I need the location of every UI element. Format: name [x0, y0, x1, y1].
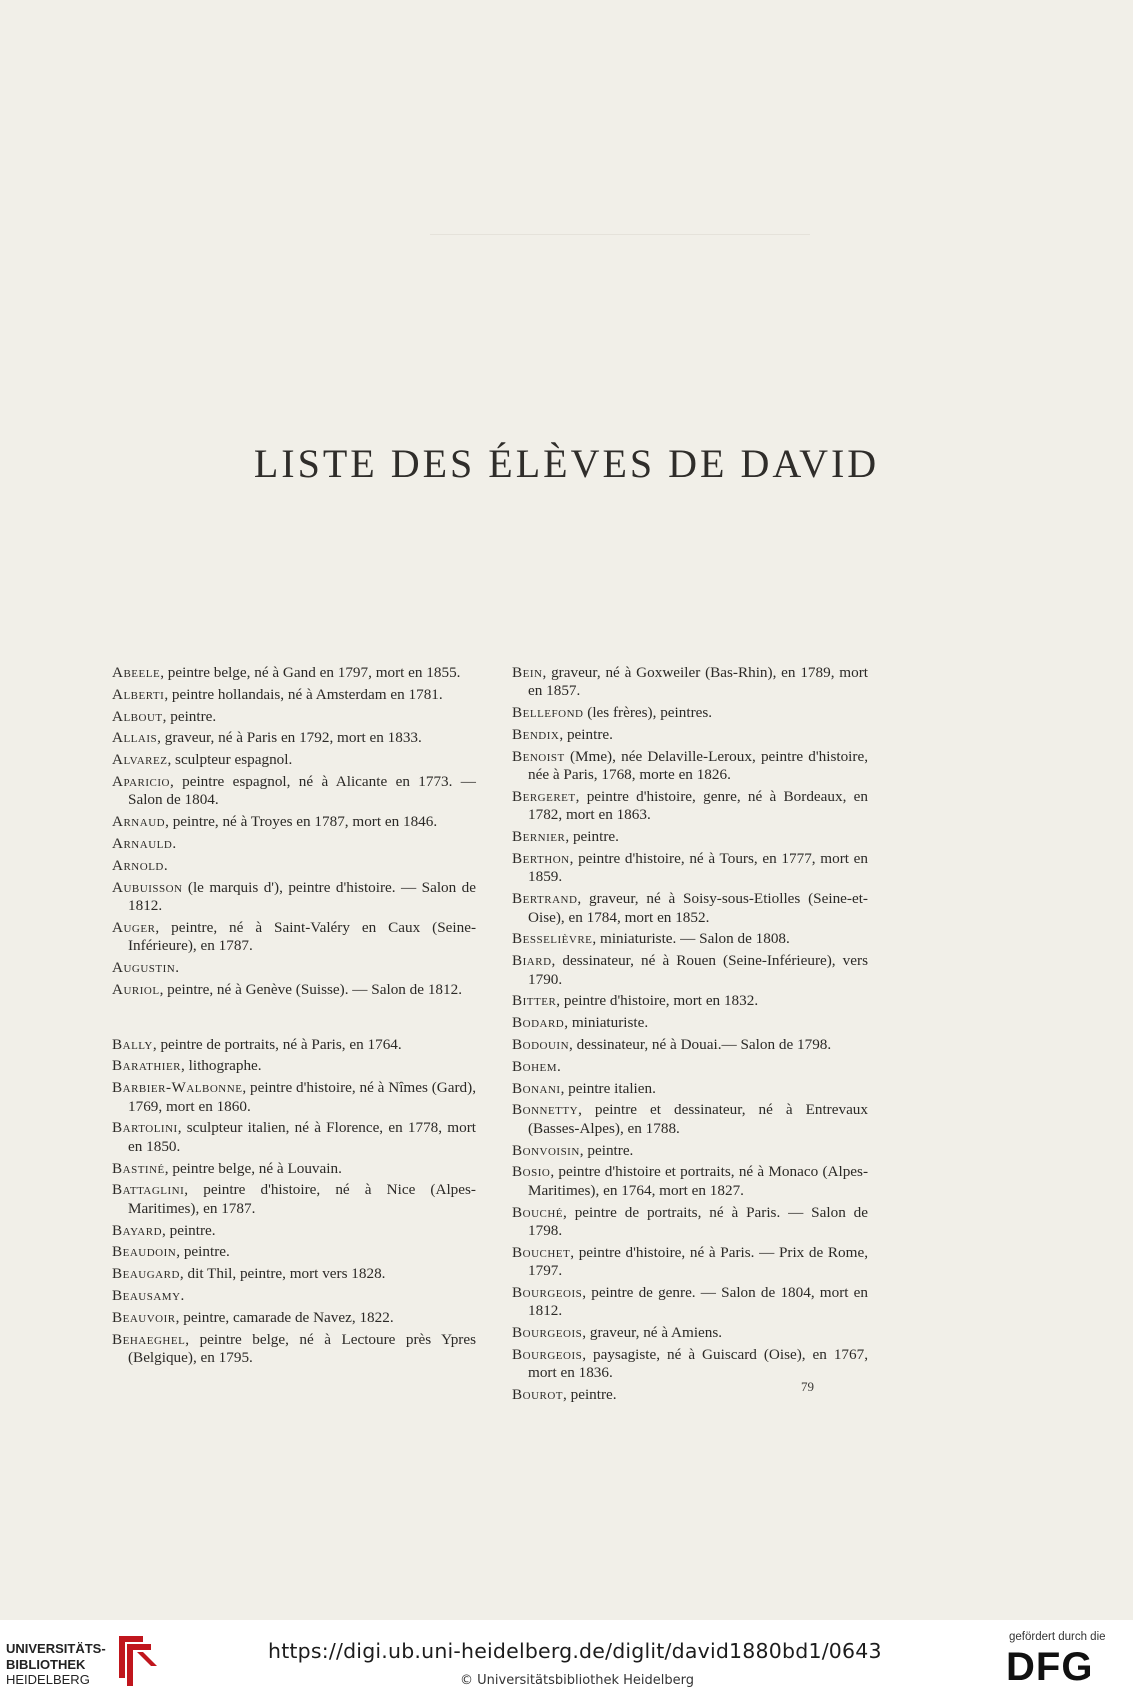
list-entry — [512, 890, 868, 927]
copyright-notice: © Universitätsbibliothek Heidelberg — [460, 1673, 695, 1688]
entry-text: , graveur, né à Amiens. — [582, 1324, 723, 1342]
list-entry — [112, 1160, 476, 1178]
library-name-line: UNIVERSITÄTS- — [6, 1641, 106, 1656]
list-entry — [112, 751, 476, 769]
list-entry — [512, 952, 868, 989]
entry-text: , peintre. — [559, 726, 613, 743]
entry-name: Biard — [512, 952, 552, 970]
list-entry — [112, 959, 476, 977]
list-entry — [512, 726, 868, 744]
entry-name: Arnaud — [112, 813, 166, 831]
entry-name: Auger — [112, 918, 156, 936]
entry-name: Bourgeois — [512, 1346, 583, 1363]
entry-text: , dessinateur, né à Douai.— Salon de 1798. — [569, 1036, 832, 1053]
list-entry — [512, 930, 868, 948]
page-title: LISTE DES ÉLÈVES DE DAVID — [253, 441, 880, 486]
entry-name: Bertrand — [512, 890, 578, 908]
entry-text: , peintre, né à Genève (Suisse). — Salon de 1812. — [159, 980, 462, 998]
entry-text: , peintre belge, né à Gand en 1797, mort en 1855. — [160, 664, 461, 681]
list-entry — [512, 1163, 868, 1200]
entry-text: , sculpteur espagnol. — [167, 751, 293, 769]
list-entry — [112, 981, 476, 999]
entry-text: , peintre d'histoire, né à Tours, en 1777, mort en 1859. — [528, 850, 868, 886]
entry-name: Bonani — [512, 1079, 561, 1097]
entry-text: , miniaturiste. — Salon de 1808. — [592, 930, 790, 948]
bleed-through-decoration — [430, 225, 810, 254]
list-entry — [512, 1386, 868, 1404]
entry-text: , peintre de portraits, né à Paris. — Salon de 1798. — [528, 1203, 868, 1239]
list-entry — [112, 857, 476, 875]
list-entry — [112, 729, 476, 747]
library-logo-icon[interactable] — [113, 1630, 159, 1688]
entry-text: . — [557, 1057, 561, 1075]
list-entry — [512, 1080, 868, 1098]
entry-name: Behaeghel — [112, 1330, 186, 1348]
list-entry — [512, 1014, 868, 1032]
entry-text: , peintre d'histoire et portraits, né à Monaco (Alpes-Maritimes), en 1764, mort en 1827. — [528, 1163, 868, 1199]
entry-text: . — [163, 856, 168, 874]
entry-text: (le marquis d'), peintre d'histoire. — Salon de 1812. — [128, 878, 476, 914]
list-entry — [112, 1222, 476, 1240]
list-entry — [512, 1204, 868, 1241]
entry-name: Beaugard — [112, 1265, 180, 1283]
entry-name: Bodouin — [512, 1036, 570, 1053]
entry-text: , peintre d'histoire, né à Nice (Alpes-Maritimes), en 1787. — [128, 1181, 476, 1217]
entry-name: Bourgeois — [512, 1324, 583, 1342]
list-entry — [112, 1057, 476, 1075]
library-name-line: BIBLIOTHEK — [6, 1656, 86, 1672]
list-entry — [112, 1309, 476, 1327]
list-entry — [112, 813, 476, 831]
entry-text: , graveur, né à Goxweiler (Bas-Rhin), en 1789, mort en 1857. — [528, 664, 868, 700]
entry-text: . — [180, 1286, 185, 1304]
entry-name: Barathier — [112, 1057, 182, 1075]
list-entry — [512, 1244, 868, 1281]
entry-text: , peintre d'histoire, né à Nîmes (Gard), 1769, mort en 1860. — [128, 1079, 476, 1115]
list-entry — [112, 1331, 476, 1368]
entry-name: Berthon — [512, 850, 570, 867]
entry-text: , peintre belge, né à Lectoure près Ypres (Belgique), en 1795. — [128, 1330, 476, 1366]
entry-text: , peintre, camarade de Navez, 1822. — [175, 1308, 394, 1326]
entry-text: , peintre, né à Troyes en 1787, mort en 1846. — [165, 813, 438, 831]
entry-name: Bayard — [112, 1221, 163, 1239]
list-entry — [112, 664, 476, 682]
entry-name: Besselièvre — [512, 930, 593, 948]
library-name-line: HEIDELBERG — [6, 1672, 90, 1687]
list-entry — [112, 1243, 476, 1261]
entry-text: , sculpteur italien, né à Florence, en 1778, mort en 1850. — [128, 1119, 476, 1155]
list-entry — [512, 664, 868, 701]
list-entry — [112, 1287, 476, 1305]
list-entry — [112, 1265, 476, 1283]
entry-name: Bonnetty — [512, 1101, 579, 1119]
entry-name: Aparicio — [112, 772, 170, 790]
list-entry — [512, 1058, 868, 1076]
entry-text: , graveur, né à Soisy-sous-Etiolles (Seine-et-Oise), en 1784, mort en 1852. — [528, 890, 868, 926]
entry-name: Allais — [112, 729, 158, 747]
list-entry — [112, 919, 476, 956]
entry-name: Bourot — [512, 1386, 564, 1404]
entry-name: Bohem — [512, 1057, 558, 1075]
list-entry — [112, 879, 476, 916]
entry-text: , peintre d'histoire, mort en 1832. — [556, 992, 759, 1010]
list-entry — [112, 1079, 476, 1116]
entry-name: Abeele — [112, 664, 161, 681]
entry-name: Bendix — [512, 726, 560, 743]
letter-group-gap — [112, 1003, 476, 1036]
entry-text: , peintre. — [176, 1243, 230, 1261]
entry-text: , peintre. — [565, 828, 619, 846]
list-entry — [112, 773, 476, 810]
entry-name: Beaudoin — [112, 1243, 177, 1261]
list-entry — [512, 1284, 868, 1321]
entry-text: , peintre de genre. — Salon de 1804, mort en 1812. — [528, 1284, 868, 1320]
entry-text: , miniaturiste. — [564, 1014, 649, 1032]
list-entry — [112, 1181, 476, 1218]
entry-name: Bernier — [512, 828, 566, 846]
entry-text: , peintre italien. — [560, 1079, 656, 1097]
entry-name: Bourgeois — [512, 1284, 583, 1301]
entry-text: , peintre. — [563, 1386, 617, 1404]
entry-text: , peintre. — [162, 707, 217, 725]
dfg-logo[interactable]: DFG — [1006, 1645, 1094, 1689]
entry-name: Alvarez — [112, 751, 168, 769]
entry-name: Bosio — [512, 1163, 551, 1181]
entry-text: , peintre d'histoire, né à Paris. — Prix de Rome, 1797. — [528, 1243, 868, 1280]
list-entry — [112, 708, 476, 726]
list-entry — [112, 686, 476, 704]
list-entry — [512, 1142, 868, 1160]
entry-name: Barbier-Walbonne — [112, 1079, 243, 1097]
left-column — [112, 664, 476, 1371]
entry-text: (Mme), née Delaville-Leroux, peintre d'histoire, née à Paris, 1768, morte en 1826. — [528, 747, 868, 784]
entry-text: , peintre espagnol, né à Alicante en 1773. — Salon de 1804. — [128, 772, 476, 809]
entry-name: Augustin — [112, 958, 176, 976]
entry-name: Bodard — [512, 1014, 565, 1032]
entry-name: Bonvoisin — [512, 1141, 580, 1159]
library-logo-text[interactable] — [6, 1641, 106, 1688]
entry-text: , peintre, né à Saint-Valéry en Caux (Seine-Inférieure), en 1787. — [128, 918, 476, 955]
list-entry — [512, 788, 868, 825]
entry-text: , peintre hollandais, né à Amsterdam en 1781. — [164, 685, 443, 703]
entry-text: (les frères), peintres. — [583, 704, 713, 722]
entry-name: Arnauld — [112, 834, 173, 852]
list-entry — [112, 1119, 476, 1156]
list-entry — [512, 1036, 868, 1054]
page-number: 79 — [801, 1379, 814, 1394]
entry-text: . — [175, 958, 180, 976]
entry-text: , peintre et dessinateur, né à Entrevaux (Basses-Alpes), en 1788. — [528, 1101, 868, 1137]
list-entry — [512, 1346, 868, 1383]
list-entry — [512, 748, 868, 785]
list-entry — [112, 1036, 476, 1054]
list-entry — [512, 1101, 868, 1138]
entry-name: Alberti — [112, 685, 165, 703]
entry-name: Albout — [112, 707, 163, 725]
list-entry — [112, 835, 476, 853]
entry-name: Bally — [112, 1035, 153, 1053]
list-entry — [512, 992, 868, 1010]
entry-text: , peintre. — [579, 1141, 634, 1159]
entry-name: Bouchet — [512, 1243, 571, 1261]
entry-text: . — [172, 834, 177, 852]
permalink-url[interactable]: https://digi.ub.uni-heidelberg.de/diglit/david1880bd1/0643 — [268, 1639, 882, 1663]
entry-text: , paysagiste, né à Guiscard (Oise), en 1767, mort en 1836. — [528, 1346, 868, 1382]
funding-label: gefördert durch die — [1009, 1631, 1106, 1643]
entry-name: Arnold — [112, 856, 164, 874]
entry-name: Bein — [512, 664, 543, 681]
entry-name: Battaglini — [112, 1181, 185, 1199]
entry-text: , peintre belge, né à Louvain. — [164, 1159, 342, 1177]
list-entry — [512, 850, 868, 887]
entry-name: Auriol — [112, 980, 160, 998]
list-entry — [512, 704, 868, 722]
entry-text: , lithographe. — [181, 1057, 262, 1075]
entry-name: Bergeret — [512, 788, 576, 805]
entry-name: Bastiné — [112, 1159, 165, 1177]
entry-name: Beausamy — [112, 1286, 181, 1304]
entry-name: Benoist — [512, 747, 565, 765]
entry-name: Bartolini — [112, 1119, 178, 1137]
entry-text: , dit Thil, peintre, mort vers 1828. — [179, 1265, 386, 1283]
entry-text: , peintre. — [162, 1221, 216, 1239]
entry-name: Beauvoir — [112, 1308, 176, 1326]
entry-name: Bitter — [512, 992, 557, 1010]
entry-name: Aubuisson — [112, 878, 183, 896]
entry-text: , graveur, né à Paris en 1792, mort en 1833. — [157, 729, 422, 747]
list-entry — [512, 1324, 868, 1342]
entry-text: , peintre de portraits, né à Paris, en 1764. — [152, 1035, 402, 1053]
entry-text: , dessinateur, né à Rouen (Seine-Inférieure), vers 1790. — [528, 952, 868, 988]
entry-name: Bellefond — [512, 704, 584, 722]
right-column — [512, 664, 868, 1408]
entry-name: Bouché — [512, 1203, 564, 1221]
list-entry — [512, 828, 868, 846]
entry-text: , peintre d'histoire, genre, né à Bordeaux, en 1782, mort en 1863. — [528, 788, 868, 824]
